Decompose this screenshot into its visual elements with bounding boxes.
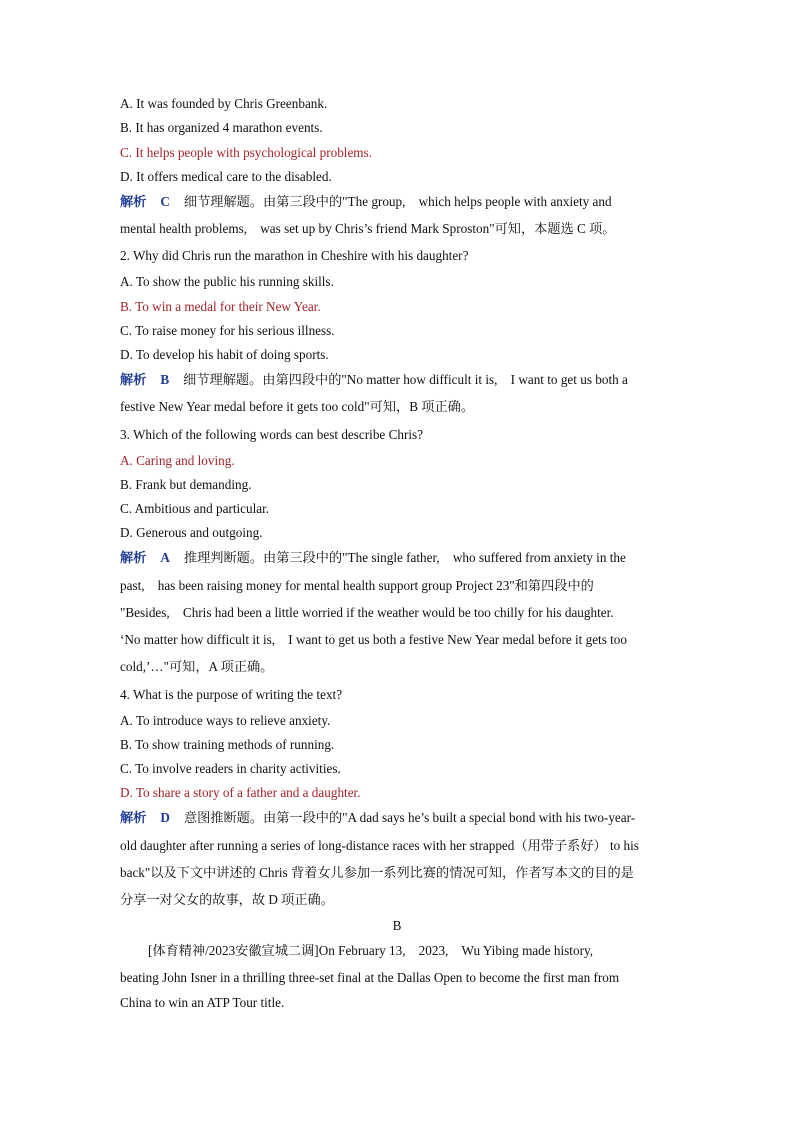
q4-option-d-answer: D. To share a story of a father and a daughter. <box>120 785 361 800</box>
q2-option-c: C. To raise money for his serious illness. <box>120 323 335 338</box>
q3-option-d: D. Generous and outgoing. <box>120 525 263 540</box>
answer-letter: B <box>160 372 170 387</box>
answer-letter: A <box>160 550 170 565</box>
q4-option-a: A. To introduce ways to relieve anxiety. <box>120 713 331 728</box>
explanation-label: 解析 <box>120 194 147 209</box>
q1-option-b: B. It has organized 4 marathon events. <box>120 120 323 135</box>
answer-letter: D <box>160 810 170 825</box>
answer-letter: C <box>160 194 170 209</box>
q1-explanation-line-1 <box>120 193 612 211</box>
q3-stem: 3. Which of the following words can best describe Chris? <box>120 427 423 442</box>
q4-explanation-line-2: old daughter after running a series of long-distance races with her strapped（用带子系好） to his <box>120 838 639 853</box>
q2-option-d: D. To develop his habit of doing sports. <box>120 347 329 362</box>
q1-explanation-line-2: mental health problems, was set up by Chris’s friend Mark Sproston"可知，本题选 C 项。 <box>120 221 616 236</box>
q2-explanation-line-2: festive New Year medal before it gets too cold"可知，B 项正确。 <box>120 399 475 414</box>
explanation-text: 细节理解题。由第三段中的"The group, which helps people with anxiety and <box>183 194 612 209</box>
q3-explanation-line-3: "Besides, Chris had been a little worried if the weather would be too chilly for his daughter. <box>120 605 614 620</box>
q3-explanation-line-2: past, has been raising money for mental health support group Project 23"和第四段中的 <box>120 578 594 593</box>
q3-explanation-line-4: ‘No matter how difficult it is, I want to get us both a festive New Year medal before it gets too <box>120 632 627 647</box>
q1-option-d: D. It offers medical care to the disabled. <box>120 169 332 184</box>
section-heading-b: B <box>392 918 402 933</box>
q2-option-a: A. To show the public his running skills. <box>120 274 334 289</box>
q4-stem: 4. What is the purpose of writing the text? <box>120 687 343 702</box>
q3-explanation-line-5: cold,’…"可知，A 项正确。 <box>120 659 274 674</box>
explanation-text: 意图推断题。由第一段中的"A dad says he’s built a special bond with his two-year- <box>183 810 636 825</box>
q4-explanation-line-4: 分享一对父女的故事，故 D 项正确。 <box>120 892 334 907</box>
q2-stem: 2. Why did Chris run the marathon in Cheshire with his daughter? <box>120 248 469 263</box>
q4-explanation-line-1 <box>120 809 635 827</box>
q4-option-b: B. To show training methods of running. <box>120 737 335 752</box>
q2-option-b-answer: B. To win a medal for their New Year. <box>120 299 321 314</box>
passage-b-line-2: beating John Isner in a thrilling three-set final at the Dallas Open to become the first man from <box>120 970 620 985</box>
q1-option-a: A. It was founded by Chris Greenbank. <box>120 96 328 111</box>
explanation-text: 推理判断题。由第三段中的"The single father, who suffered from anxiety in the <box>183 550 626 565</box>
q3-option-c: C. Ambitious and particular. <box>120 501 270 516</box>
q3-explanation-line-1 <box>120 549 626 567</box>
explanation-label: 解析 <box>120 810 147 825</box>
explanation-label: 解析 <box>120 372 147 387</box>
q3-option-b: B. Frank but demanding. <box>120 477 252 492</box>
q2-explanation-line-1 <box>120 371 628 389</box>
explanation-label: 解析 <box>120 550 147 565</box>
explanation-text: 细节理解题。由第四段中的"No matter how difficult it is, I want to get us both a <box>183 372 628 387</box>
q4-explanation-line-3: back"以及下文中讲述的 Chris 背着女儿参加一系列比赛的情况可知，作者写本文的目的是 <box>120 865 634 880</box>
passage-b-line-3: China to win an ATP Tour title. <box>120 995 285 1010</box>
q3-option-a-answer: A. Caring and loving. <box>120 453 235 468</box>
q4-option-c: C. To involve readers in charity activities. <box>120 761 341 776</box>
passage-b-line-1: [体育精神/2023安徽宣城二调]On February 13, 2023, Wu Yibing made history, <box>148 943 593 958</box>
q1-option-c-answer: C. It helps people with psychological problems. <box>120 145 372 160</box>
